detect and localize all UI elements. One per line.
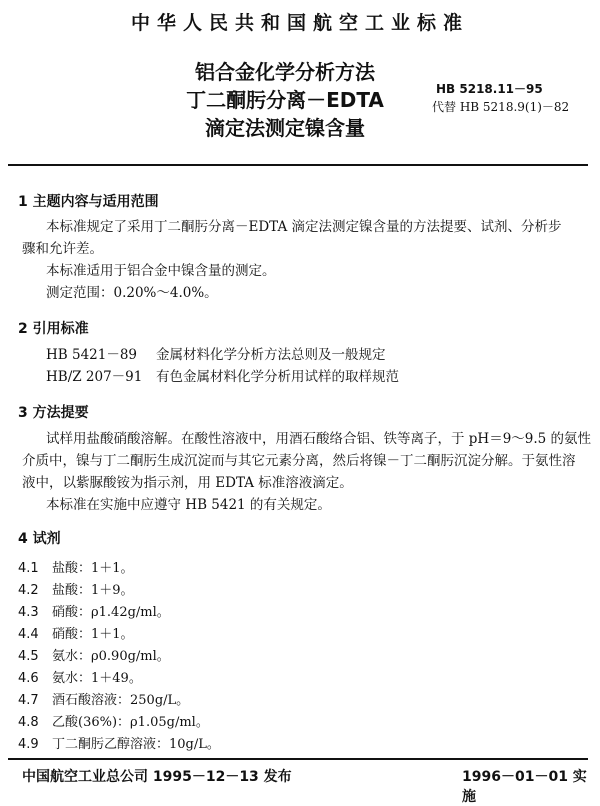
section-1-heading: 1 主题内容与适用范围	[18, 194, 159, 210]
reagent-number: 4.1	[18, 561, 39, 576]
reagent-item	[18, 601, 170, 620]
title-line-1: 铝合金化学分析方法	[195, 60, 375, 84]
standard-header: 中华人民共和国航空工业标准	[130, 12, 469, 34]
reagent-item	[18, 645, 170, 664]
reagent-number: 4.8	[18, 715, 39, 730]
issue-date: 中国航空工业总公司 1995－12－13 发布	[22, 769, 292, 785]
effective-date: 1996－01－01 实施	[462, 769, 587, 805]
reagent-number: 4.3	[18, 605, 39, 620]
reagent-text: 硝酸：ρ1.42g/ml。	[52, 605, 170, 620]
reagent-number: 4.6	[18, 671, 39, 686]
reagent-text: 盐酸：1＋9。	[52, 583, 134, 598]
reagent-text: 酒石酸溶液：250g/L。	[52, 693, 190, 708]
title-line-3: 滴定法测定镍含量	[205, 116, 365, 140]
section-3-line-1: 试样用盐酸硝酸溶解。在酸性溶液中，用酒石酸络合铝、铁等离子，于 pH＝9～9.5 的氨性	[46, 431, 592, 447]
replaces-standard: 代替 HB 5218.9(1)－82	[432, 100, 570, 114]
section-3-line-2: 介质中，镍与丁二酮肟生成沉淀而与其它元素分离，然后将镍－丁二酮肟沉淀分解。于氨性溶	[22, 453, 576, 469]
standard-number: HB 5218.11－95	[436, 82, 543, 96]
header-divider	[8, 164, 588, 166]
reagent-number: 4.5	[18, 649, 39, 664]
reagent-number: 4.2	[18, 583, 39, 598]
reagent-item	[18, 689, 189, 708]
reagent-item	[18, 667, 142, 686]
reference-title: 金属材料化学分析方法总则及一般规定	[156, 347, 386, 363]
reference-code: HB/Z 207－91	[46, 369, 143, 385]
reference-title: 有色金属材料化学分析用试样的取样规范	[156, 369, 399, 385]
footer-divider	[8, 758, 588, 760]
section-3-line-3: 液中，以紫脲酸铵为指示剂，用 EDTA 标准溶液滴定。	[22, 475, 353, 491]
section-1-para-3: 测定范围：0.20%～4.0%。	[46, 285, 218, 301]
reagent-item	[18, 579, 134, 598]
reagent-item	[18, 733, 220, 752]
reference-code: HB 5421－89	[46, 347, 138, 363]
reagent-text: 氨水：ρ0.90g/ml。	[52, 649, 170, 664]
reagent-number: 4.9	[18, 737, 39, 752]
reagent-number: 4.4	[18, 627, 39, 642]
section-1-para-1b: 骤和允许差。	[22, 241, 103, 257]
reagent-text: 乙酸(36%)：ρ1.05g/ml。	[52, 715, 209, 730]
section-3-heading: 3 方法提要	[18, 405, 89, 421]
reagent-text: 氨水：1＋49。	[52, 671, 142, 686]
reagent-text: 盐酸：1＋1。	[52, 561, 134, 576]
reagent-item	[18, 623, 134, 642]
section-3-line-4: 本标准在实施中应遵守 HB 5421 的有关规定。	[46, 497, 331, 513]
section-1-para-2: 本标准适用于铝合金中镍含量的测定。	[46, 263, 276, 279]
reagent-text: 丁二酮肟乙醇溶液：10g/L。	[52, 737, 220, 752]
title-line-2: 丁二酮肟分离－EDTA	[186, 88, 384, 112]
reagent-text: 硝酸：1＋1。	[52, 627, 134, 642]
section-4-heading: 4 试剂	[18, 531, 61, 547]
reagent-number: 4.7	[18, 693, 39, 708]
section-1-para-1a: 本标准规定了采用丁二酮肟分离－EDTA 滴定法测定镍含量的方法提要、试剂、分析步	[46, 219, 562, 235]
reagent-item	[18, 557, 134, 576]
section-2-heading: 2 引用标准	[18, 321, 89, 337]
reagent-item	[18, 711, 209, 730]
